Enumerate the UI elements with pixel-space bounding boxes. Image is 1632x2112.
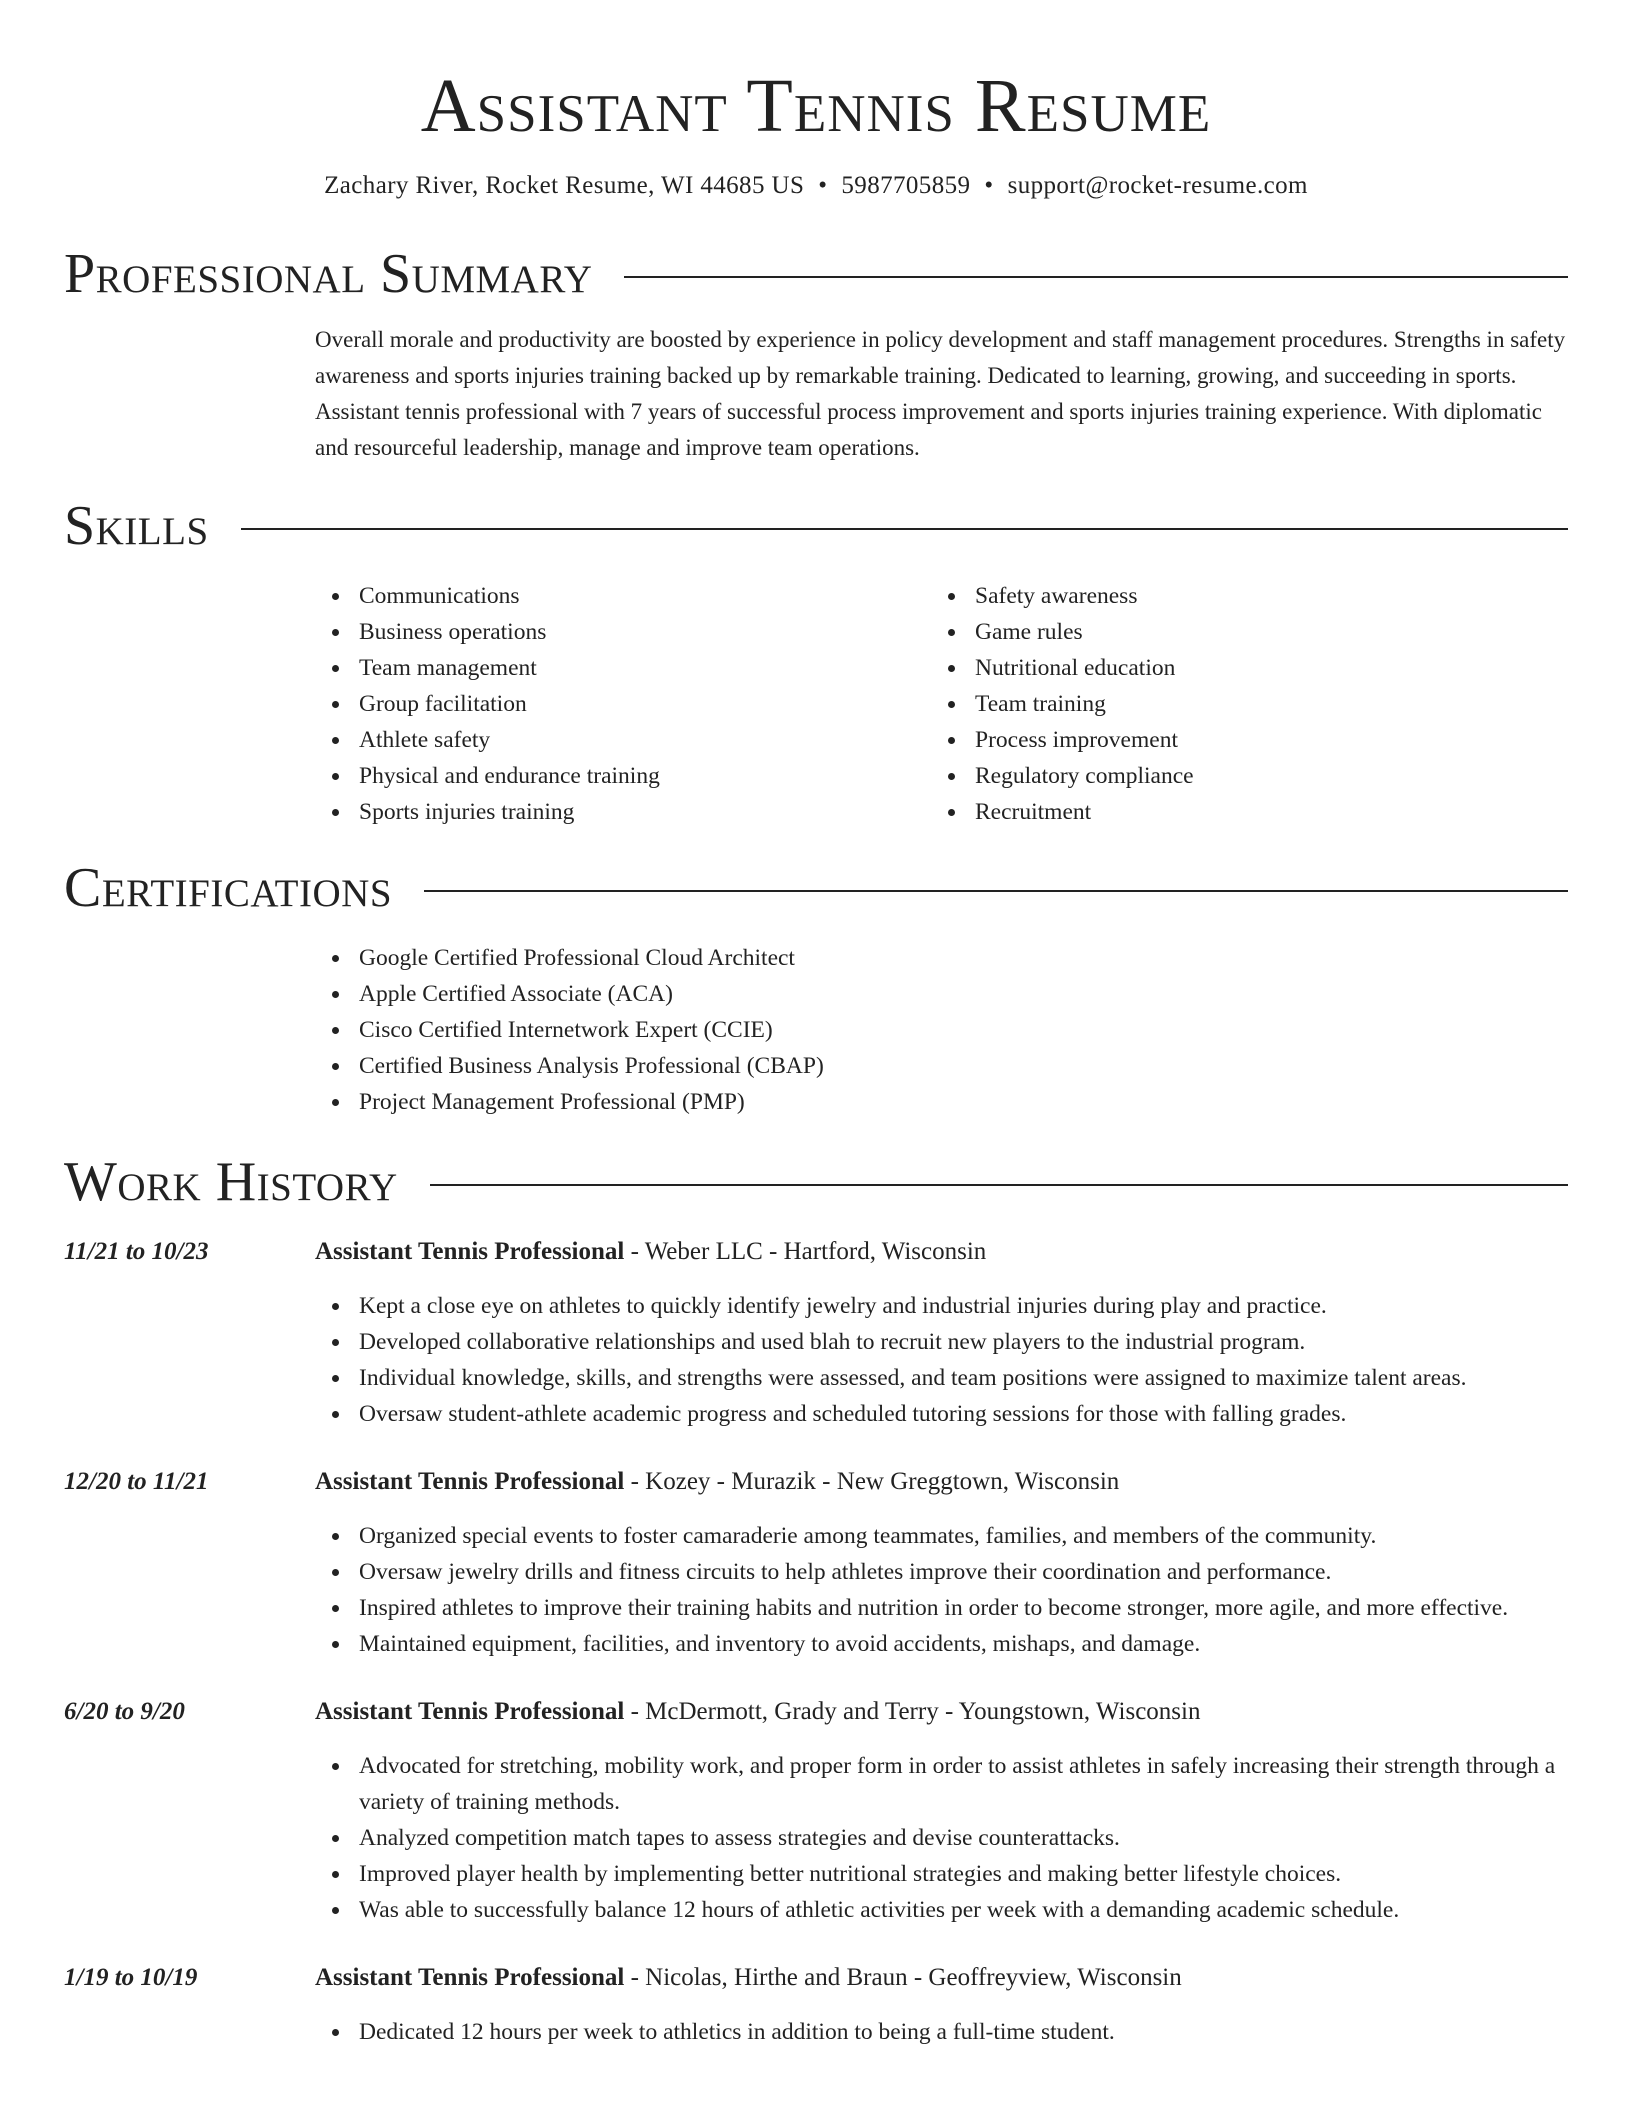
summary-body [315,322,1568,466]
job-header [315,1960,1568,1996]
resume-title: Assistant Tennis Resume [420,64,1212,148]
job-role: Assistant Tennis Professional [315,1468,625,1495]
job-bullet: Was able to successfully balance 12 hours of athletic activities per week with a demanding academic schedule. [315,1892,1568,1928]
contact-phone: 5987705859 [841,172,971,199]
contact-separator: • [818,172,828,199]
job-header [315,1694,1568,1730]
job-entry [64,1960,1568,2050]
certifications-body [315,940,1568,1120]
summary-text: Overall morale and productivity are boosted by experience in policy development and staff management procedures. Strengths in safety awareness and sports injuries training backed up by remarkable training. Dedicated to learning, growing, and succeeding in sports. Assistant tennis professional with 7 years of successful process improvement and sports injuries training experience. With diplomatic and resourceful leadership, manage and improve team operations. [315,327,1566,460]
skill-item: Team training [931,686,1547,722]
skill-item: Business operations [315,614,931,650]
job-bullets [315,2014,1568,2050]
skills-section-header [64,494,1568,558]
job-bullet: Analyzed competition match tapes to assess strategies and devise counterattacks. [315,1820,1568,1856]
job-bullets [315,1518,1568,1662]
skill-item: Recruitment [931,794,1547,830]
certification-item: Cisco Certified Internetwork Expert (CCIE) [315,1012,1568,1048]
certification-item: Google Certified Professional Cloud Architect [315,940,1568,976]
certifications-heading: Certifications [64,857,393,919]
job-bullet: Advocated for stretching, mobility work, and proper form in order to assist athletes in safely increasing their strength through a variety of training methods. [315,1748,1568,1820]
contact-separator: • [984,172,994,199]
skills-heading: Skills [64,495,209,557]
skill-item: Physical and endurance training [315,758,931,794]
job-main [315,1234,1568,1432]
job-dates: 1/19 to 10/19 [64,1964,198,1991]
section-divider [241,528,1568,530]
job-bullet: Maintained equipment, facilities, and inventory to avoid accidents, mishaps, and damage. [315,1626,1568,1662]
job-bullet: Developed collaborative relationships and used blah to recruit new players to the industrial program. [315,1324,1568,1360]
certification-item: Project Management Professional (PMP) [315,1084,1568,1120]
contact-line [64,170,1568,202]
job-role: Assistant Tennis Professional [315,1964,625,1991]
job-entry [64,1234,1568,1432]
resume-page [64,0,1568,2050]
skills-grid [315,578,1568,830]
job-main [315,1960,1568,2050]
job-employer: - Nicolas, Hirthe and Braun - Geoffreyview, Wisconsin [624,1964,1182,1991]
skill-item: Group facilitation [315,686,931,722]
skill-item: Process improvement [931,722,1547,758]
job-dates: 6/20 to 9/20 [64,1698,185,1725]
skill-item: Sports injuries training [315,794,931,830]
skill-item: Athlete safety [315,722,931,758]
skills-list-right [931,578,1547,830]
certification-item: Certified Business Analysis Professional (CBAP) [315,1048,1568,1084]
job-main [315,1694,1568,1928]
skills-list-left [315,578,931,830]
job-entry [64,1464,1568,1662]
job-bullet: Dedicated 12 hours per week to athletics in addition to being a full-time student. [315,2014,1568,2050]
certification-item: Apple Certified Associate (ACA) [315,976,1568,1012]
section-divider [424,890,1568,892]
job-header [315,1464,1568,1500]
job-dates: 11/21 to 10/23 [64,1238,209,1265]
job-bullet: Kept a close eye on athletes to quickly identify jewelry and industrial injuries during play and practice. [315,1288,1568,1324]
contact-address: Zachary River, Rocket Resume, WI 44685 US [324,172,805,199]
job-dates: 12/20 to 11/21 [64,1468,209,1495]
job-employer: - Kozey - Murazik - New Greggtown, Wisconsin [624,1468,1120,1495]
job-bullets [315,1288,1568,1432]
skill-item: Game rules [931,614,1547,650]
job-bullet: Organized special events to foster camaraderie among teammates, families, and members of the community. [315,1518,1568,1554]
certifications-section-header [64,856,1568,920]
certifications-list [315,940,1568,1120]
job-bullet: Improved player health by implementing better nutritional strategies and making better lifestyle choices. [315,1856,1568,1892]
job-role: Assistant Tennis Professional [315,1238,625,1265]
section-divider [430,1184,1568,1186]
skill-item: Team management [315,650,931,686]
skill-item: Nutritional education [931,650,1547,686]
skill-item: Safety awareness [931,578,1547,614]
job-bullet: Oversaw jewelry drills and fitness circuits to help athletes improve their coordination and performance. [315,1554,1568,1590]
work-history-section-header [64,1150,1568,1214]
job-employer: - Weber LLC - Hartford, Wisconsin [624,1238,987,1265]
skill-item: Regulatory compliance [931,758,1547,794]
section-divider [624,276,1568,278]
job-entry [64,1694,1568,1928]
job-bullet: Oversaw student-athlete academic progress and scheduled tutoring sessions for those with falling grades. [315,1396,1568,1432]
contact-email: support@rocket-resume.com [1007,172,1308,199]
job-header [315,1234,1568,1270]
job-main [315,1464,1568,1662]
summary-section-header [64,242,1568,306]
summary-heading: Professional Summary [64,243,593,305]
job-bullet: Inspired athletes to improve their training habits and nutrition in order to become stronger, more agile, and more effective. [315,1590,1568,1626]
skill-item: Communications [315,578,931,614]
job-role: Assistant Tennis Professional [315,1698,625,1725]
job-bullet: Individual knowledge, skills, and strengths were assessed, and team positions were assigned to maximize talent areas. [315,1360,1568,1396]
job-employer: - McDermott, Grady and Terry - Youngstown, Wisconsin [624,1698,1201,1725]
job-bullets [315,1748,1568,1928]
work-history-heading: Work History [64,1151,398,1213]
